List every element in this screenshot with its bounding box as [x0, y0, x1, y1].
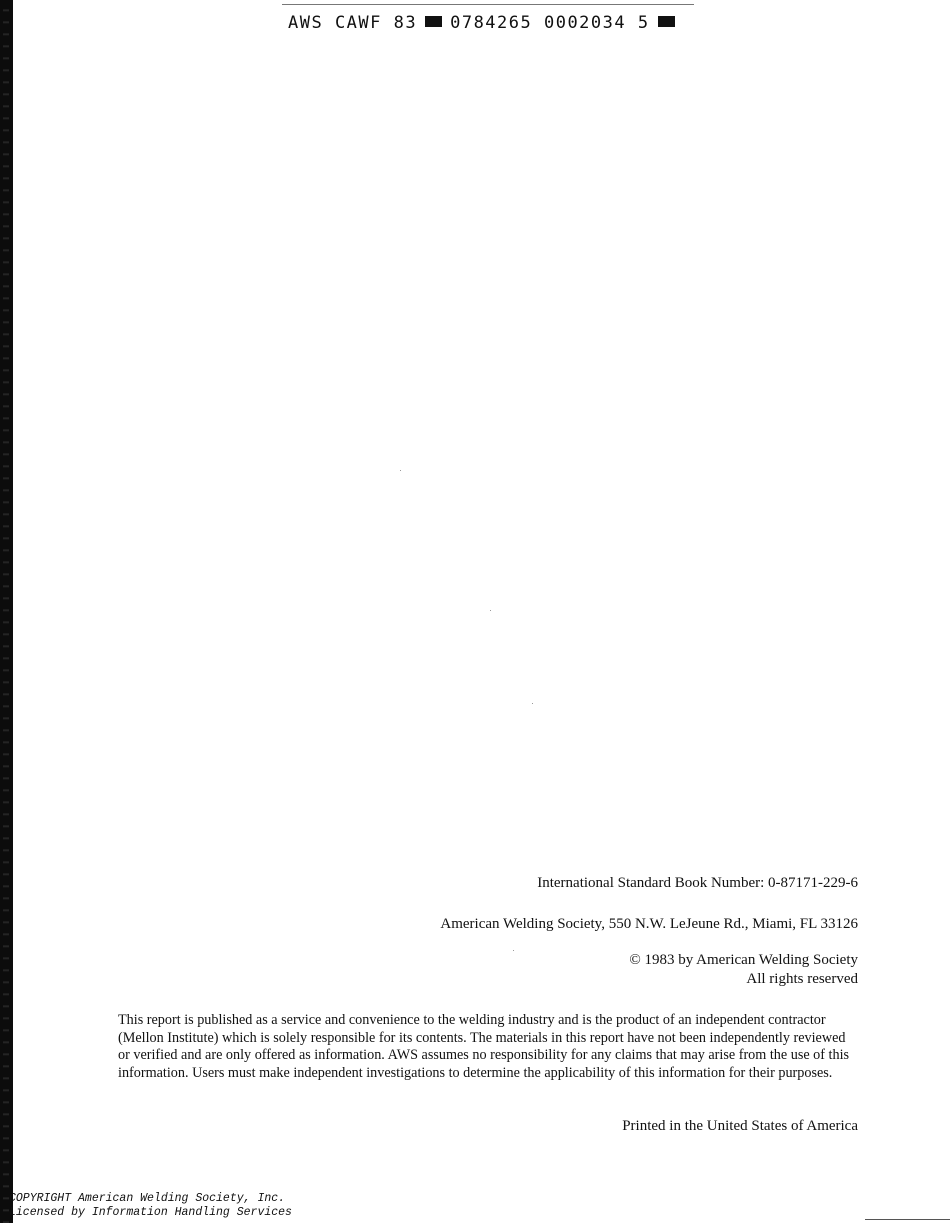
copyright-line: © 1983 by American Welding Society — [629, 952, 858, 968]
publisher-address: American Welding Society, 550 N.W. LeJeune Rd., Miami, FL 33126 — [440, 916, 858, 932]
copyright-footer — [9, 1192, 292, 1220]
footer-line-copyright: COPYRIGHT American Welding Society, Inc. — [9, 1192, 286, 1205]
header-code-middle: 0784265 0002034 5 — [450, 13, 650, 33]
isbn-line: International Standard Book Number: 0-87171-229-6 — [537, 875, 858, 891]
disclaimer-paragraph: This report is published as a service and convenience to the welding industry and is the product of an independent contractor (Mellon Institute) which is solely responsible for its contents. The materials in this report have not been independently reviewed or verified and are only offered as information. AWS assumes no responsibility for any claims that may arise from the use of this information. Users must make independent investigations to determine the applicability of this information for their purposes. — [118, 1012, 850, 1081]
top-rule — [282, 4, 694, 5]
printed-in-line: Printed in the United States of America — [622, 1118, 858, 1134]
scan-edge-speckle — [3, 0, 9, 1223]
document-header-code — [288, 13, 683, 33]
black-block-mark — [658, 16, 675, 27]
bottom-rule — [865, 1219, 950, 1220]
header-code-left: AWS CAWF 83 — [288, 13, 418, 33]
scan-speck — [513, 950, 514, 951]
black-block-mark — [425, 16, 442, 27]
scan-speck — [532, 703, 533, 704]
rights-reserved: All rights reserved — [746, 971, 858, 987]
scan-speck — [400, 470, 401, 471]
footer-line-license: Licensed by Information Handling Services — [9, 1206, 292, 1219]
scan-speck — [490, 610, 491, 611]
